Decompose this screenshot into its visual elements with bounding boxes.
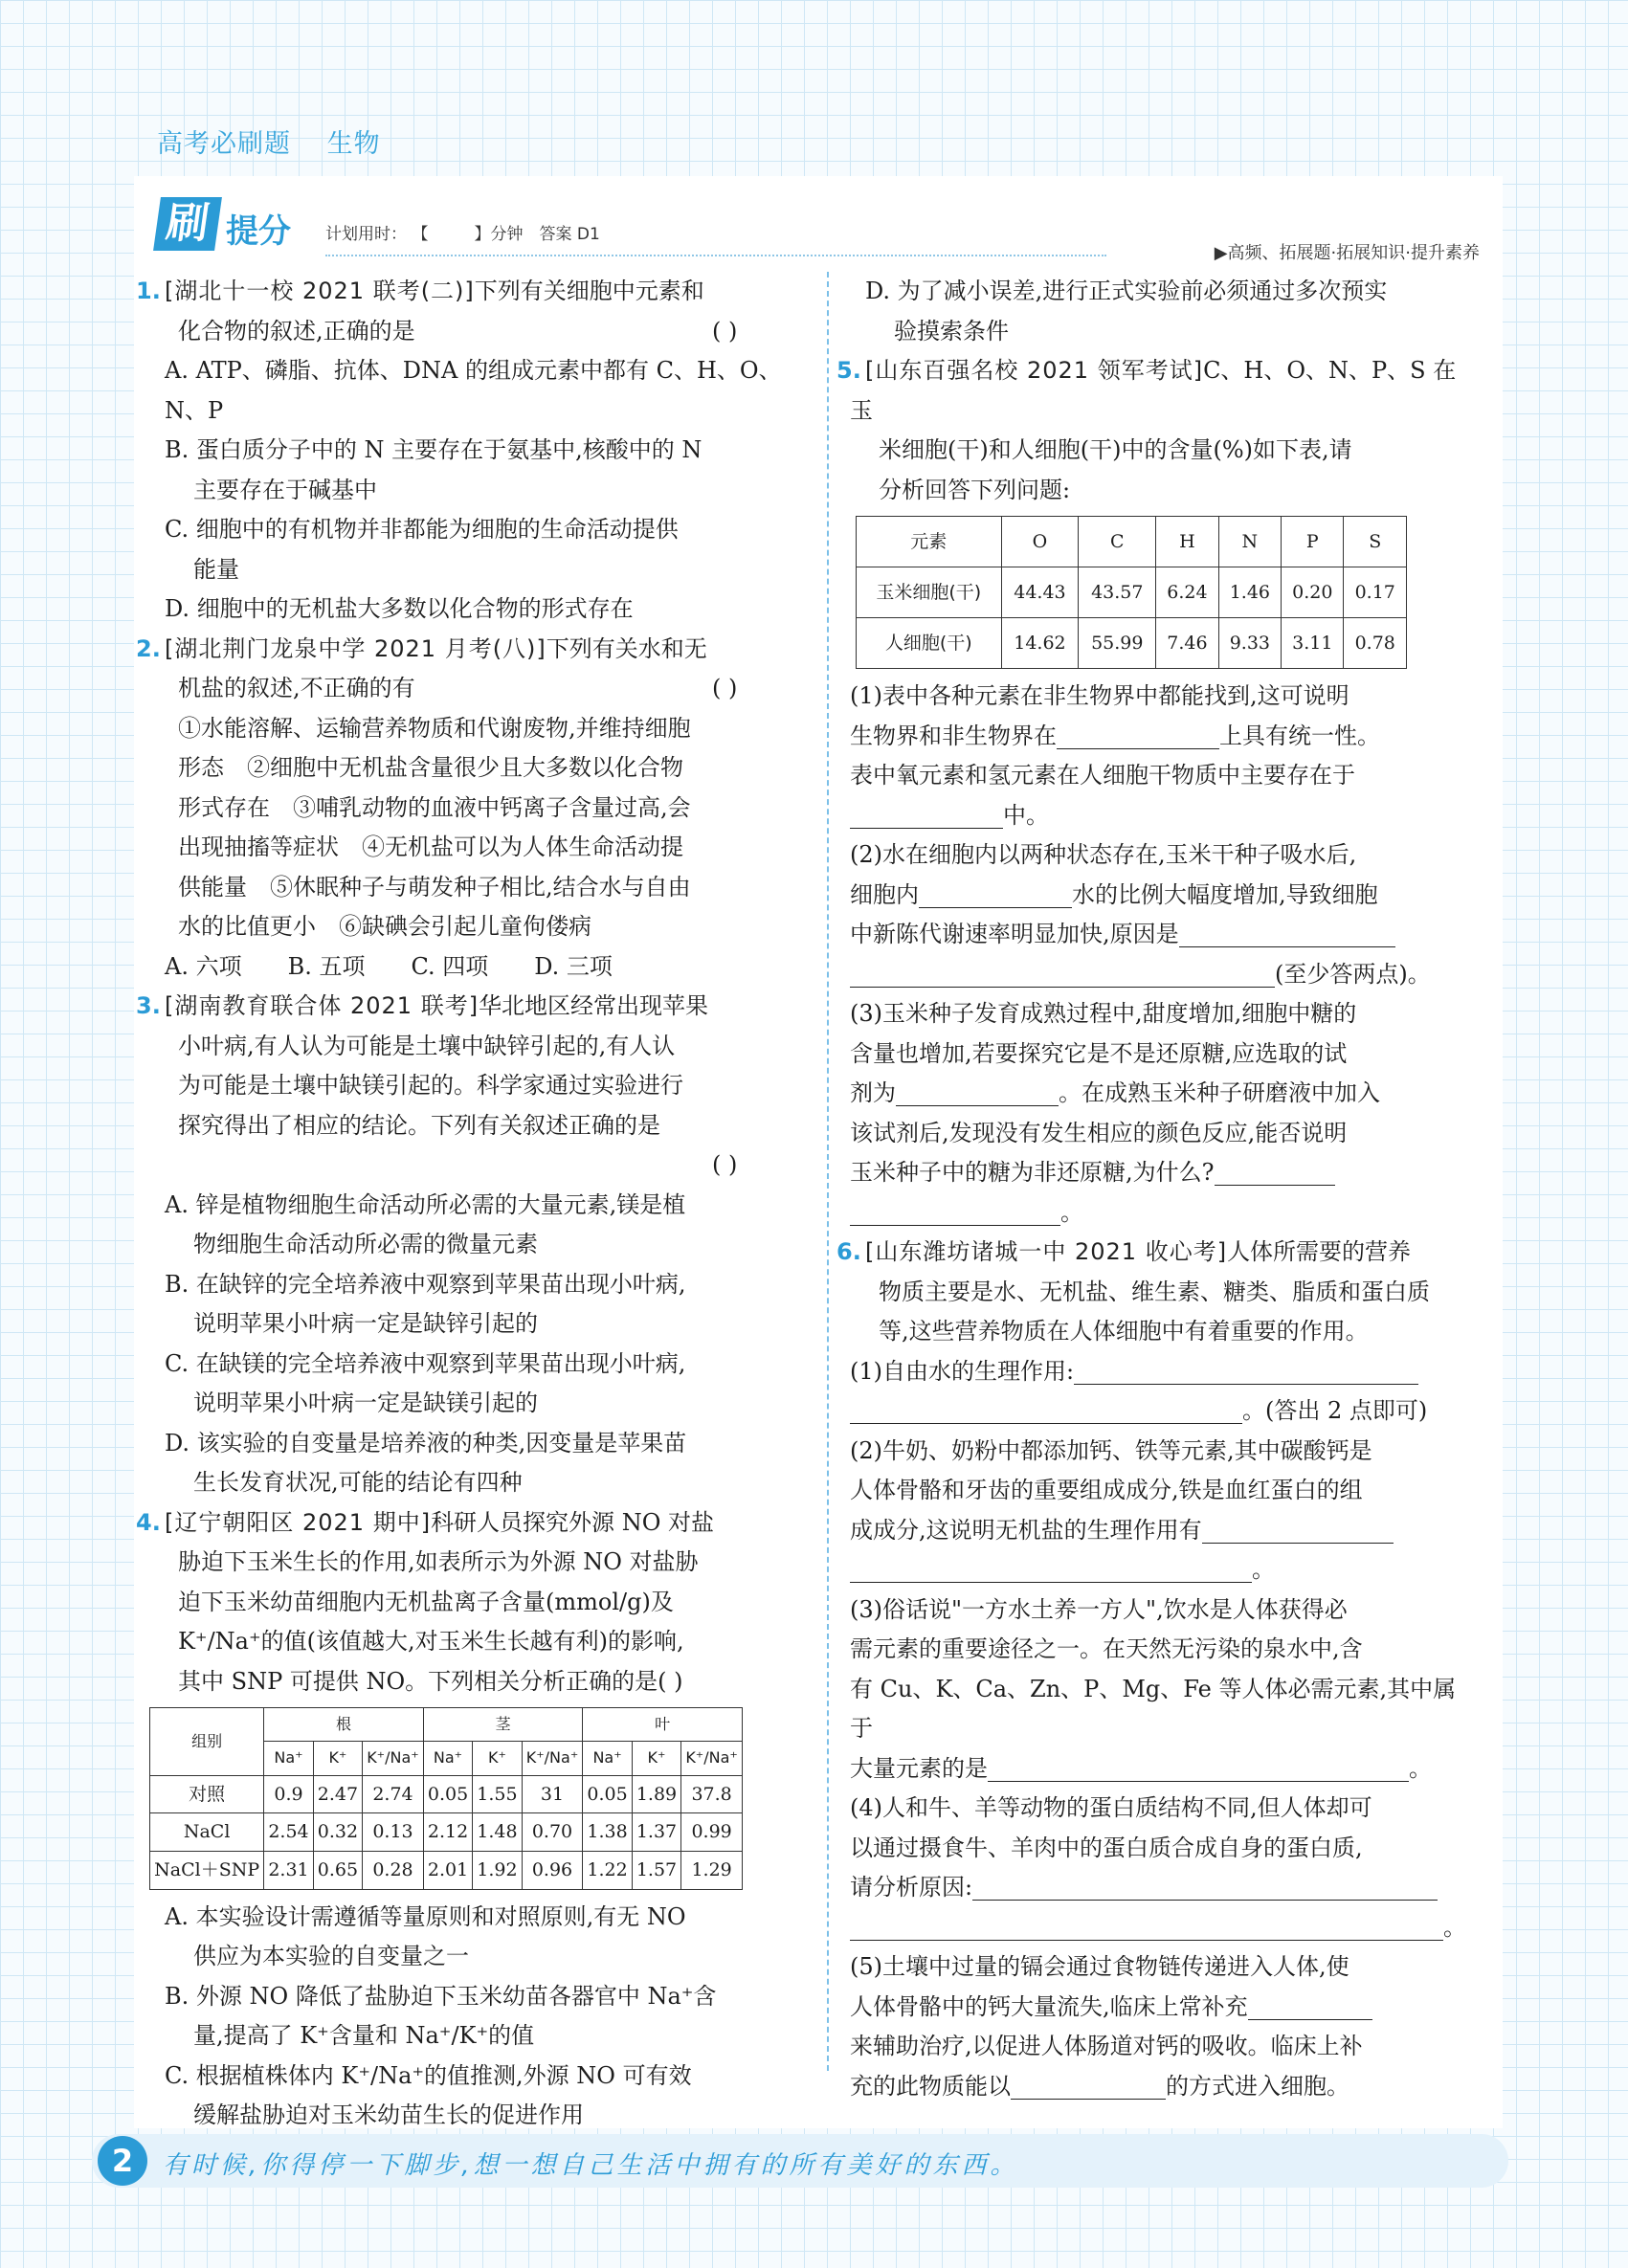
answer-paren: ( ) xyxy=(712,1151,738,1178)
cell: 2.74 xyxy=(363,1775,424,1813)
cell: 2.47 xyxy=(313,1775,362,1813)
answer-blank[interactable] xyxy=(1202,1516,1394,1544)
cell: 37.8 xyxy=(681,1775,743,1813)
option-d: D. 细胞中的无机盐大多数以化合物的形式存在 xyxy=(165,595,634,622)
cell: 0.05 xyxy=(423,1775,472,1813)
cell: 44.43 xyxy=(1001,567,1079,618)
option-a: A. 本实验设计需遵循等量原则和对照原则,有无 NO 供应为本实验的自变量之一 xyxy=(165,1902,686,1970)
footer-motto: 有时候,你得停一下脚步,想一想自己生活中拥有的所有美好的东西。 xyxy=(163,2151,1019,2180)
cell: 0.9 xyxy=(264,1775,313,1813)
cell: 1.46 xyxy=(1218,567,1281,618)
section-header xyxy=(157,197,1480,263)
answer-blank[interactable] xyxy=(850,1396,1242,1424)
cell: 1.22 xyxy=(583,1851,632,1889)
question-stem: 科研人员探究外源 NO 对盐 xyxy=(431,1508,714,1536)
option-a: A. 锌是植物细胞生命活动所必需的大量元素,镁是植 物细胞生命活动所必需的微量元素 xyxy=(165,1190,686,1257)
cell: 2.12 xyxy=(423,1813,472,1852)
option-c: C. 细胞中的有机物并非都能为细胞的生命活动提供 能量 xyxy=(165,516,679,583)
question-6 xyxy=(836,1233,1476,2106)
cell: 3.11 xyxy=(1282,618,1344,669)
table-row xyxy=(150,1813,743,1852)
question-stem: 机盐的叙述,不正确的有 xyxy=(178,675,415,701)
question-stem: 胁迫下玉米生长的作用,如表所示为外源 NO 对盐胁 xyxy=(178,1548,699,1575)
cell: 1.89 xyxy=(632,1775,680,1813)
sub-question-5: (5)土壤中过量的镉会通过食物链传递进入人体,使 人体骨骼中的钙大量流失,临床上常补充 来辅助治疗,以促进人体肠道对钙的吸收。临床上补 充的此物质能以 的方式进入细胞。 xyxy=(850,1947,1476,2106)
question-stem: 米细胞(干)和人细胞(干)中的含量(%)如下表,请 xyxy=(879,436,1352,463)
table-header: N xyxy=(1218,517,1281,567)
statement-line: ①水能溶解、运输营养物质和代谢废物,并维持细胞 xyxy=(178,714,691,742)
question-4 xyxy=(136,1503,804,2136)
table-header-organ: 茎 xyxy=(423,1708,583,1742)
table-subheader: K⁺ xyxy=(473,1742,522,1775)
answer-blank[interactable] xyxy=(1248,1992,1372,2020)
cell: 1.37 xyxy=(632,1813,680,1852)
cell: 1.48 xyxy=(473,1813,522,1852)
table-subheader: K⁺/Na⁺ xyxy=(681,1742,743,1775)
answer-paren: ( ) xyxy=(712,317,738,345)
question-stem: 等,这些营养物质在人体细胞中有着重要的作用。 xyxy=(879,1318,1369,1345)
section-title: 提分 xyxy=(226,212,291,251)
question-stem: 物质主要是水、无机盐、维生素、糖类、脂质和蛋白质 xyxy=(879,1278,1430,1305)
cell: 9.33 xyxy=(1218,618,1281,669)
cell: 31 xyxy=(522,1775,583,1813)
table-header: O xyxy=(1001,517,1079,567)
plan-time xyxy=(325,220,600,244)
column-divider xyxy=(827,272,829,2071)
table-subheader: K⁺/Na⁺ xyxy=(363,1742,424,1775)
table-subheader: K⁺ xyxy=(313,1742,362,1775)
statement-line: 水的比值更小 ⑥缺碘会引起儿童佝偻病 xyxy=(178,913,591,940)
table-header: H xyxy=(1156,517,1218,567)
answer-ref: 答案 D1 xyxy=(539,225,600,244)
cell: 0.70 xyxy=(522,1813,583,1852)
option-c: C. 根据植株体内 K⁺/Na⁺的值推测,外源 NO 可有效 缓解盐胁迫对玉米幼苗生长的促进作用 xyxy=(165,2061,692,2129)
answer-blank[interactable] xyxy=(850,801,1003,829)
question-number: 2. xyxy=(136,634,161,662)
question-stem: 其中 SNP 可提供 NO。下列相关分析正确的是( ) xyxy=(178,1667,683,1695)
book-header xyxy=(157,122,408,160)
question-stem: K⁺/Na⁺的值(该值越大,对玉米生长越有利)的影响, xyxy=(178,1628,684,1655)
sub-question-1: (1)表中各种元素在非生物界中都能找到,这可说明 生物界和非生物界在 上具有统一性。 表中氧元素和氢元素在人细胞干物质中主要存在于 中。 xyxy=(850,682,1380,829)
plan-label: 计划用时： xyxy=(325,225,407,244)
answer-blank[interactable] xyxy=(1215,1158,1335,1186)
cell: 0.99 xyxy=(681,1813,743,1852)
sub-question-4: (4)人和牛、羊等动物的蛋白质结构不同,但人体却可 以通过摄食牛、羊肉中的蛋白质合成自身的蛋白质, 请分析原因: 。 xyxy=(850,1794,1466,1941)
question-number: 3. xyxy=(136,992,161,1019)
table-header-group: 组别 xyxy=(150,1708,264,1776)
statement-line: 供能量 ⑤休眠种子与萌发种子相比,结合水与自由 xyxy=(178,873,691,901)
section-badge: 刷 xyxy=(153,197,222,251)
cell: 0.65 xyxy=(313,1851,362,1889)
option-b: B. 在缺锌的完全培养液中观察到苹果苗出现小叶病, 说明苹果小叶病一定是缺锌引起的 xyxy=(165,1270,686,1337)
question-stem: 为可能是土壤中缺镁引起的。科学家通过实验进行 xyxy=(178,1072,683,1099)
table-subheader: K⁺/Na⁺ xyxy=(522,1742,583,1775)
cell: 14.62 xyxy=(1001,618,1079,669)
row-label: 人细胞(干) xyxy=(857,618,1002,669)
book-title: 高考必刷题 xyxy=(157,129,291,159)
answer-blank[interactable] xyxy=(850,960,1275,988)
table-row xyxy=(150,1775,743,1813)
table-header: 元素 xyxy=(857,517,1002,567)
cell: 0.96 xyxy=(522,1851,583,1889)
question-source: [山东百强名校 2021 领军考试] xyxy=(865,357,1204,384)
table-subheader: Na⁺ xyxy=(423,1742,472,1775)
answer-blank[interactable] xyxy=(988,1754,1409,1782)
option-b: B. 蛋白质分子中的 N 主要存在于氨基中,核酸中的 N 主要存在于碱基中 xyxy=(165,436,702,503)
table-subheader: Na⁺ xyxy=(264,1742,313,1775)
option-d: D. 该实验的自变量是培养液的种类,因变量是苹果苗 生长发育状况,可能的结论有四种 xyxy=(165,1429,687,1496)
cell: 7.46 xyxy=(1156,618,1218,669)
cell: 1.92 xyxy=(473,1851,522,1889)
answer-blank[interactable] xyxy=(1011,2072,1166,2100)
question-stem: 迫下玉米幼苗细胞内无机盐离子含量(mmol/g)及 xyxy=(178,1588,674,1615)
row-label: 玉米细胞(干) xyxy=(857,567,1002,618)
plan-open: 【 xyxy=(420,225,429,244)
cell: 2.54 xyxy=(264,1813,313,1852)
question-stem: 下列有关水和无 xyxy=(546,634,707,662)
cell: 0.32 xyxy=(313,1813,362,1852)
sub-question-3: (3)俗话说"一方水土养一方人",饮水是人体获得必 需元素的重要途径之一。在天然无污染的泉水中,含 有 Cu、K、Ca、Zn、P、Mg、Fe 等人体必需元素,其中属于 大量元素的是 。 xyxy=(850,1595,1457,1782)
row-label: NaCl＋SNP xyxy=(150,1851,264,1889)
answer-blank[interactable] xyxy=(972,1873,1438,1901)
cell: 0.28 xyxy=(363,1851,424,1889)
question-1 xyxy=(136,272,804,630)
question-source: [辽宁朝阳区 2021 期中] xyxy=(165,1508,432,1536)
left-column xyxy=(136,272,804,2136)
sub-question-2: (2)牛奶、奶粉中都添加钙、铁等元素,其中碳酸钙是 人体骨骼和牙齿的重要组成成分,铁是血红蛋白的组 成成分,这说明无机盐的生理作用有 。 xyxy=(850,1432,1476,1590)
statement-line: 形式存在 ③哺乳动物的血液中钙离子含量过高,会 xyxy=(178,793,691,821)
answer-blank[interactable] xyxy=(896,1078,1059,1106)
answer-blank[interactable] xyxy=(1179,920,1395,947)
cell: 1.57 xyxy=(632,1851,680,1889)
question-stem: 分析回答下列问题: xyxy=(879,476,1071,503)
row-label: NaCl xyxy=(150,1813,264,1852)
table-subheader: Na⁺ xyxy=(583,1742,632,1775)
question-source: [湖南教育联合体 2021 联考] xyxy=(165,992,479,1019)
answer-blank[interactable] xyxy=(1074,1357,1418,1385)
right-column xyxy=(836,272,1476,2106)
subject-title: 生物 xyxy=(326,129,381,159)
question-2 xyxy=(136,630,804,988)
question-number: 5. xyxy=(836,357,861,384)
answer-blank[interactable] xyxy=(850,1555,1252,1583)
question-stem: 探究得出了相应的结论。下列有关叙述正确的是 xyxy=(178,1111,660,1139)
answer-blank[interactable] xyxy=(919,880,1072,908)
dotted-rule xyxy=(325,255,1106,256)
question-source: [湖北十一校 2021 联考(二)] xyxy=(165,278,475,304)
table-row xyxy=(857,567,1407,618)
table-header: P xyxy=(1282,517,1344,567)
row-label: 对照 xyxy=(150,1775,264,1813)
page-footer xyxy=(92,2134,1508,2188)
page-content xyxy=(134,176,1503,2128)
cell: 0.20 xyxy=(1282,567,1344,618)
cell: 43.57 xyxy=(1079,567,1156,618)
question-stem: 下列有关细胞中元素和 xyxy=(474,278,704,304)
options-row: A. 六项 B. 五项 C. 四项 D. 三项 xyxy=(165,952,613,980)
table-row xyxy=(857,618,1407,669)
option-d: D. 为了减小误差,进行正式实验前必须通过多次预实 验摸索条件 xyxy=(865,278,1388,345)
sub-question-3: (3)玉米种子发育成熟过程中,甜度增加,细胞中糖的 含量也增加,若要探究它是不是还原糖,应选取的试 剂为 。在成熟玉米种子研磨液中加入 该试剂后,发现没有发生相应的颜色反应,能否说明 玉米种子中的糖为非还原糖,为什么? 。 xyxy=(850,1000,1380,1226)
cell: 1.55 xyxy=(473,1775,522,1813)
cell: 55.99 xyxy=(1079,618,1156,669)
ion-table xyxy=(149,1707,743,1890)
question-stem: C、H、O、N、P、S 在玉 xyxy=(850,357,1457,424)
question-5 xyxy=(836,351,1476,1233)
question-3 xyxy=(136,987,804,1503)
statement-line: 出现抽搐等症状 ④无机盐可以为人体生命活动提 xyxy=(178,834,683,860)
question-source: [山东潍坊诸城一中 2021 收心考] xyxy=(865,1238,1228,1265)
question-source: [湖北荆门龙泉中学 2021 月考(八)] xyxy=(165,634,546,662)
question-stem: 化合物的叙述,正确的是 xyxy=(178,317,415,345)
sub-question-2: (2)水在细胞内以两种状态存在,玉米干种子吸水后, 细胞内 水的比例大幅度增加,导致细胞 中新陈代谢速率明显加快,原因是 (至少答两点)。 xyxy=(850,841,1431,988)
table-header: S xyxy=(1344,517,1407,567)
question-number: 4. xyxy=(136,1508,161,1536)
cell: 2.31 xyxy=(264,1851,313,1889)
cell: 0.78 xyxy=(1344,618,1407,669)
plan-close: 】分钟 xyxy=(474,225,524,244)
cell: 0.13 xyxy=(363,1813,424,1852)
cell: 0.05 xyxy=(583,1775,632,1813)
question-stem: 华北地区经常出现苹果 xyxy=(479,992,709,1019)
option-a: A. ATP、磷脂、抗体、DNA 的组成元素中都有 C、H、O、N、P xyxy=(165,357,782,424)
question-number: 1. xyxy=(136,278,161,304)
option-b: B. 外源 NO 降低了盐胁迫下玉米幼苗各器官中 Na⁺含 量,提高了 K⁺含量和 Na⁺/K⁺的值 xyxy=(165,1982,717,2050)
page-number: 2 xyxy=(98,2136,147,2186)
table-header: C xyxy=(1079,517,1156,567)
question-stem: 人体所需要的营养 xyxy=(1227,1238,1412,1265)
cell: 0.17 xyxy=(1344,567,1407,618)
sub-question-1: (1)自由水的生理作用: 。(答出 2 点即可) xyxy=(850,1357,1428,1424)
table-subheader: K⁺ xyxy=(632,1742,680,1775)
answer-blank[interactable] xyxy=(850,1913,1443,1941)
question-number: 6. xyxy=(836,1238,861,1265)
answer-blank[interactable] xyxy=(850,1198,1060,1226)
element-table xyxy=(856,516,1407,669)
answer-paren: ( ) xyxy=(712,675,738,701)
answer-blank[interactable] xyxy=(1057,722,1219,749)
statement-line: 形态 ②细胞中无机盐含量很少且大多数以化合物 xyxy=(178,754,683,781)
option-c: C. 在缺镁的完全培养液中观察到苹果苗出现小叶病, 说明苹果小叶病一定是缺镁引起的 xyxy=(165,1349,686,1416)
cell: 1.29 xyxy=(681,1851,743,1889)
cell: 6.24 xyxy=(1156,567,1218,618)
question-stem: 小叶病,有人认为可能是土壤中缺锌引起的,有人认 xyxy=(178,1032,676,1059)
table-row xyxy=(150,1851,743,1889)
table-header-organ: 根 xyxy=(264,1708,424,1742)
cell: 1.38 xyxy=(583,1813,632,1852)
table-header-organ: 叶 xyxy=(583,1708,743,1742)
section-tags: ▶高频、拓展题·拓展知识·提升素养 xyxy=(1214,243,1480,263)
cell: 2.01 xyxy=(423,1851,472,1889)
